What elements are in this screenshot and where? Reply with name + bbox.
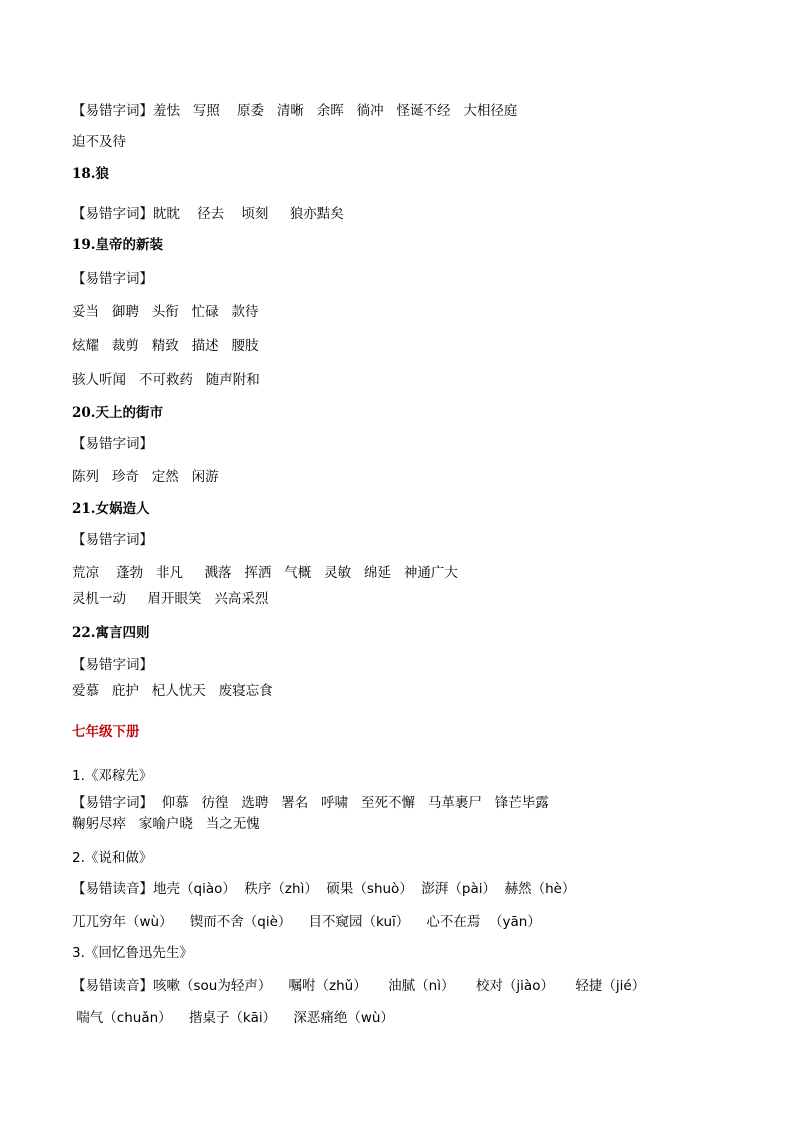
section-heading: 18.狼	[72, 166, 109, 182]
text-line: 灵机一动 眉开眼笑 兴高采烈	[72, 591, 269, 607]
section-heading: 20.天上的街市	[72, 405, 163, 421]
text-line: 妥当 御聘 头衔 忙碌 款待	[72, 304, 259, 320]
text-line: 【易错字词】	[72, 657, 153, 673]
text-line: 【易错读音】地壳（qiào） 秩序（zhì） 硕果（shuò） 澎湃（pài） 赫然（hè）	[72, 881, 576, 897]
text-line: 【易错读音】咳嗽（sou为轻声） 嘱咐（zhǔ） 油腻（nì） 校对（jiào） 轻捷（jié）	[72, 978, 646, 994]
text-line: 【易错字词】	[72, 532, 153, 548]
text-line: 【易错字词】眈眈 径去 顷刻 狼亦黠矣	[72, 206, 344, 222]
text-line: 迫不及待	[72, 134, 126, 150]
text-line: 爱慕 庇护 杞人忧天 废寝忘食	[72, 683, 273, 699]
section-heading: 21.女娲造人	[72, 501, 150, 517]
text-line: 荒凉 蓬勃 非凡 溅落 挥洒 气概 灵敏 绵延 神通广大	[72, 565, 458, 581]
text-line: 【易错字词】 仰慕 彷徨 选聘 署名 呼啸 至死不懈 马革裹尸 锋芒毕露	[72, 795, 549, 811]
text-line: 骇人听闻 不可救药 随声附和	[72, 372, 260, 388]
text-line: 兀兀穷年（wù） 锲而不舍（qiè） 目不窥园（kuī） 心不在焉 （yān）	[72, 914, 541, 930]
section-heading: 22.寓言四则	[72, 625, 150, 641]
section-heading: 3.《回忆鲁迅先生》	[72, 945, 193, 961]
chapter-heading: 七年级下册	[72, 724, 140, 740]
section-heading: 19.皇帝的新装	[72, 237, 163, 253]
text-line: 【易错字词】	[72, 436, 153, 452]
text-line: 鞠躬尽瘁 家喻户晓 当之无愧	[72, 816, 260, 832]
section-heading: 1.《邓稼先》	[72, 768, 153, 784]
text-line: 陈列 珍奇 定然 闲游	[72, 469, 219, 485]
text-line: 喘气（chuǎn） 揩桌子（kāi） 深恶痛绝（wù）	[72, 1010, 394, 1026]
text-line: 炫耀 裁剪 精致 描述 腰肢	[72, 338, 259, 354]
text-line: 【易错字词】	[72, 271, 153, 287]
text-line: 【易错字词】羞怯 写照 原委 清晰 余晖 徜冲 怪诞不经 大相径庭	[72, 103, 518, 119]
section-heading: 2.《说和做》	[72, 850, 153, 866]
